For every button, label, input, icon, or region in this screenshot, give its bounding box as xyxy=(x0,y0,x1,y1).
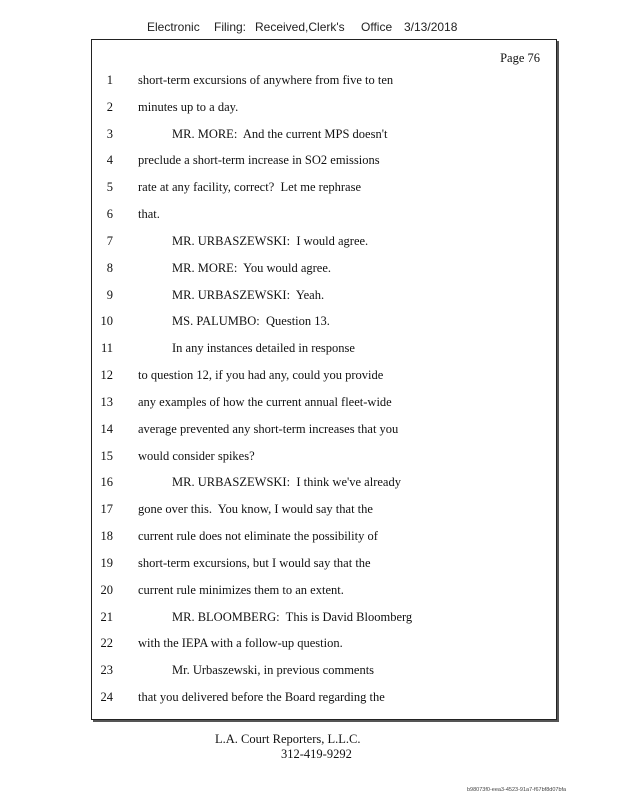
transcript-line xyxy=(92,475,556,502)
transcript-line xyxy=(92,288,556,315)
line-text: current rule does not eliminate the possibility of xyxy=(138,529,378,544)
transcript-line xyxy=(92,663,556,690)
transcript-line xyxy=(92,422,556,449)
filing-stamp-filing: Filing: xyxy=(214,20,247,34)
line-text: rate at any facility, correct? Let me rephrase xyxy=(138,180,362,195)
transcript-line xyxy=(92,556,556,583)
transcript-line xyxy=(92,73,556,100)
transcript-line xyxy=(92,314,556,341)
line-text: to question 12, if you had any, could you provide xyxy=(138,368,384,383)
filing-stamp-electronic: Electronic xyxy=(147,20,200,34)
line-text: preclude a short-term increase in SO2 emissions xyxy=(138,153,380,168)
line-number: 19 xyxy=(100,555,113,570)
transcript-line xyxy=(92,583,556,610)
line-number: 24 xyxy=(100,690,113,705)
line-text: short-term excursions of anywhere from five to ten xyxy=(138,73,394,87)
transcript-line xyxy=(92,153,556,180)
transcript-line xyxy=(92,395,556,422)
line-number: 6 xyxy=(106,207,113,222)
line-text: In any instances detailed in response xyxy=(172,341,355,356)
transcript-page xyxy=(91,39,557,720)
transcript-line xyxy=(92,610,556,637)
line-text: MS. PALUMBO: Question 13. xyxy=(172,314,330,329)
line-number: 18 xyxy=(100,529,113,544)
reporter-phone: 312-419-9292 xyxy=(281,747,352,761)
line-number: 7 xyxy=(106,233,113,248)
line-text: minutes up to a day. xyxy=(138,99,239,114)
line-number: 14 xyxy=(100,421,113,436)
transcript-line xyxy=(92,690,556,717)
transcript-line xyxy=(92,207,556,234)
line-text: gone over this. You know, I would say that the xyxy=(138,502,373,517)
line-number: 1 xyxy=(106,73,113,87)
line-text: that. xyxy=(138,207,160,222)
transcript-line xyxy=(92,234,556,261)
transcript-line xyxy=(92,127,556,154)
line-number: 3 xyxy=(106,126,113,141)
transcript-line xyxy=(92,529,556,556)
line-number: 23 xyxy=(100,663,113,678)
filing-stamp-office: Office xyxy=(361,20,393,34)
filing-stamp-date: 3/13/2018 xyxy=(404,20,458,34)
line-number: 9 xyxy=(106,287,113,302)
line-text: any examples of how the current annual fleet-wide xyxy=(138,394,392,409)
line-number: 2 xyxy=(106,99,113,114)
line-number: 12 xyxy=(100,368,113,383)
line-number: 4 xyxy=(106,153,113,168)
line-text: MR. URBASZEWSKI: Yeah. xyxy=(172,287,325,302)
document-id: b98073f0-eea3-4523-91a7-f67bf8d07bfa xyxy=(467,787,567,793)
line-number: 20 xyxy=(100,582,113,597)
line-number: 16 xyxy=(100,475,113,490)
line-text: that you delivered before the Board regarding the xyxy=(138,690,385,705)
line-text: short-term excursions, but I would say that the xyxy=(138,555,371,570)
transcript-line xyxy=(92,261,556,288)
line-number: 8 xyxy=(106,260,113,275)
transcript-line xyxy=(92,449,556,476)
line-number: 13 xyxy=(100,394,113,409)
line-text: MR. URBASZEWSKI: I would agree. xyxy=(172,233,369,248)
transcript-line xyxy=(92,341,556,368)
line-text: MR. URBASZEWSKI: I think we've already xyxy=(172,475,401,490)
line-text: with the IEPA with a follow-up question. xyxy=(138,636,343,651)
transcript-line xyxy=(92,180,556,207)
line-number: 21 xyxy=(100,609,113,624)
line-text: current rule minimizes them to an extent. xyxy=(138,582,344,597)
line-text: MR. BLOOMBERG: This is David Bloomberg xyxy=(172,609,413,624)
transcript-line xyxy=(92,502,556,529)
line-number: 17 xyxy=(100,502,113,517)
line-number: 15 xyxy=(100,448,113,463)
line-text: MR. MORE: You would agree. xyxy=(172,260,332,275)
line-text: MR. MORE: And the current MPS doesn't xyxy=(172,126,388,141)
page-number: Page 76 xyxy=(500,51,540,65)
line-number: 5 xyxy=(106,180,113,195)
filing-stamp-header xyxy=(0,20,618,36)
transcript-lines xyxy=(92,73,556,717)
transcript-line xyxy=(92,368,556,395)
transcript-line xyxy=(92,100,556,127)
line-number: 11 xyxy=(100,341,113,356)
filing-stamp-received: Received,Clerk's xyxy=(255,20,345,34)
line-text: would consider spikes? xyxy=(138,448,255,463)
reporter-company: L.A. Court Reporters, L.L.C. xyxy=(215,732,361,746)
line-text: Mr. Urbaszewski, in previous comments xyxy=(172,663,375,678)
line-number: 22 xyxy=(100,636,113,651)
line-text: average prevented any short-term increases that you xyxy=(138,421,399,436)
line-number: 10 xyxy=(100,314,113,329)
transcript-line xyxy=(92,636,556,663)
